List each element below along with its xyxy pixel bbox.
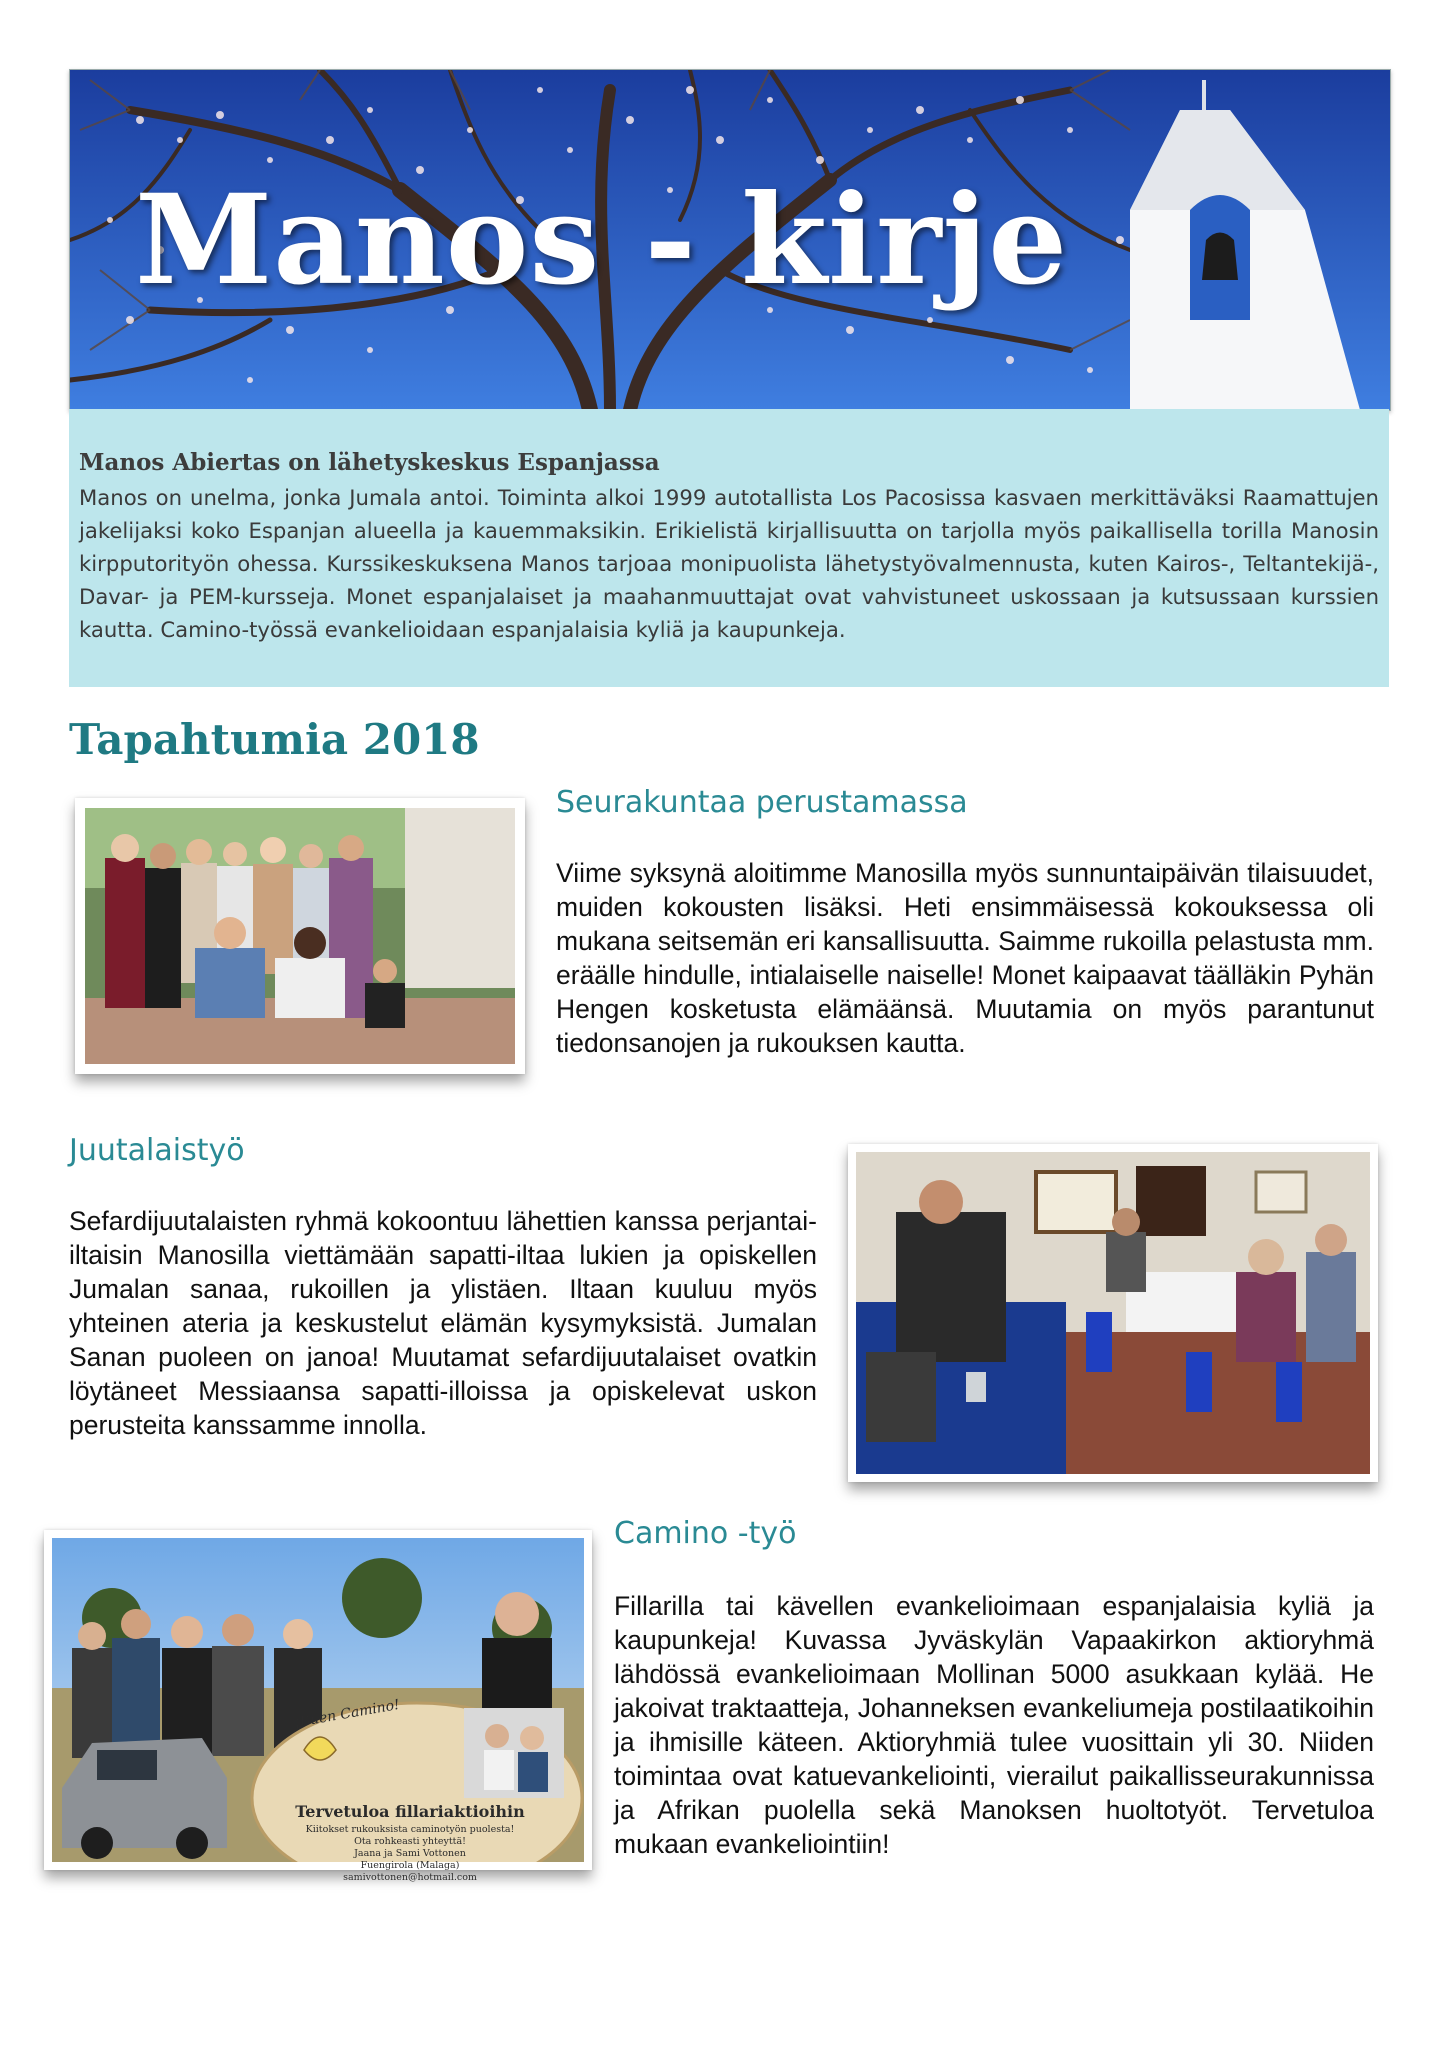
dinner-photo xyxy=(848,1144,1378,1482)
camino-photo xyxy=(44,1530,592,1883)
section-title: Tapahtumia 2018 xyxy=(69,715,480,764)
camino-text: Fillarilla tai kävellen evankelioimaan espanjalaisia kyliä ja kaupunkeja! Kuvassa Jyväskylän Vapaakirkon aktioryhmä lähdössä evankelioimaan Mollinan 5000 asukkaan kylää. He jakoivat traktaatteja, Johanneksen evankeliumeja postilaatikoihin ja ihmisille käteen. Aktioryhmiä tulee vuosittain yli 30. Niiden toimintaa ovat katuevankeliointi, vierailut paikallisseurakunnissa ja Afrikan puolella sekä Manoksen huoltotyöt. Tervetuloa mukaan evankeliointiin! xyxy=(614,1591,1374,1859)
group-photo-image xyxy=(85,808,515,1064)
poster-line-2: Ota rohkeasti yhteyttä! xyxy=(354,1836,466,1847)
poster-logo: ¡Buen Camino! xyxy=(293,1696,401,1732)
poster-title: Tervetuloa fillariaktioihin xyxy=(295,1802,525,1821)
dinner-photo-image xyxy=(856,1152,1370,1474)
poster-line-1: Kiitokset rukouksista caminotyön puolesta! xyxy=(305,1824,515,1835)
intro-box xyxy=(69,409,1389,687)
page-title: Manos - kirje xyxy=(135,168,1069,313)
poster-line-5: samivottonen@hotmail.com xyxy=(343,1872,477,1883)
jewish-text: Sefardijuutalaisten ryhmä kokoontuu lähettien kanssa perjantai-iltaisin Manosilla viettämään sapatti-iltaa lukien ja opiskellen Jumalan sanaa, rukoillen ja ylistäen. Iltaan kuuluu myös yhteinen ateria ja keskustelut elämän kysymyksistä. Jumalan Sanan puoleen on janoa! Muutamat sefardijuutalaiset ovatkin löytäneet Messiaansa sapatti-illoissa ja opiskelevat uskon perusteita kanssamme innolla. xyxy=(69,1206,817,1440)
group-photo xyxy=(75,798,525,1074)
church-text: Viime syksynä aloitimme Manosilla myös sunnuntaipäivän tilaisuudet, muiden kokousten lisäksi. Heti ensimmäisessä kokouksessa oli mukana seitsemän eri kansallisuutta. Saimme rukoilla pelastusta mm. eräälle hindulle, intialaiselle naiselle! Monet kaipaavat täälläkin Pyhän Hengen kosketusta elämäänsä. Muutamia on myös parantunut tiedonsanojen ja rukouksen kautta. xyxy=(556,858,1374,1058)
poster-line-4: Fuengirola (Malaga) xyxy=(360,1860,460,1871)
camino-heading: Camino -työ xyxy=(614,1516,797,1551)
intro-text: Manos on unelma, jonka Jumala antoi. Toiminta alkoi 1999 autotallista Los Pacosissa kasvaen merkittäväksi Raamattujen jakelijaksi koko Espanjan alueella ja kauemmaksikin. Erikielistä kirjallisuutta on tarjolla myös paikallisella torilla Manosin kirpputorityön ohessa. Kurssikeskuksena Manos tarjoaa monipuolista lähetystyövalmennusta, kuten Kairos-, Teltantekijä-, Davar- ja PEM-kursseja. Monet espanjalaiset ja maahanmuuttajat ovat vahvistuneet uskossaan ja kutsussaan kurssien kautta. Camino-työssä evankelioidaan espanjalaisia kyliä ja kaupunkeja. xyxy=(79,485,1379,642)
church-heading: Seurakuntaa perustamassa xyxy=(556,785,968,820)
jewish-heading: Juutalaistyö xyxy=(69,1133,245,1168)
header-banner xyxy=(69,69,1391,411)
intro-heading: Manos Abiertas on lähetyskeskus Espanjassa xyxy=(79,449,660,476)
poster-line-3: Jaana ja Sami Vottonen xyxy=(354,1848,466,1859)
